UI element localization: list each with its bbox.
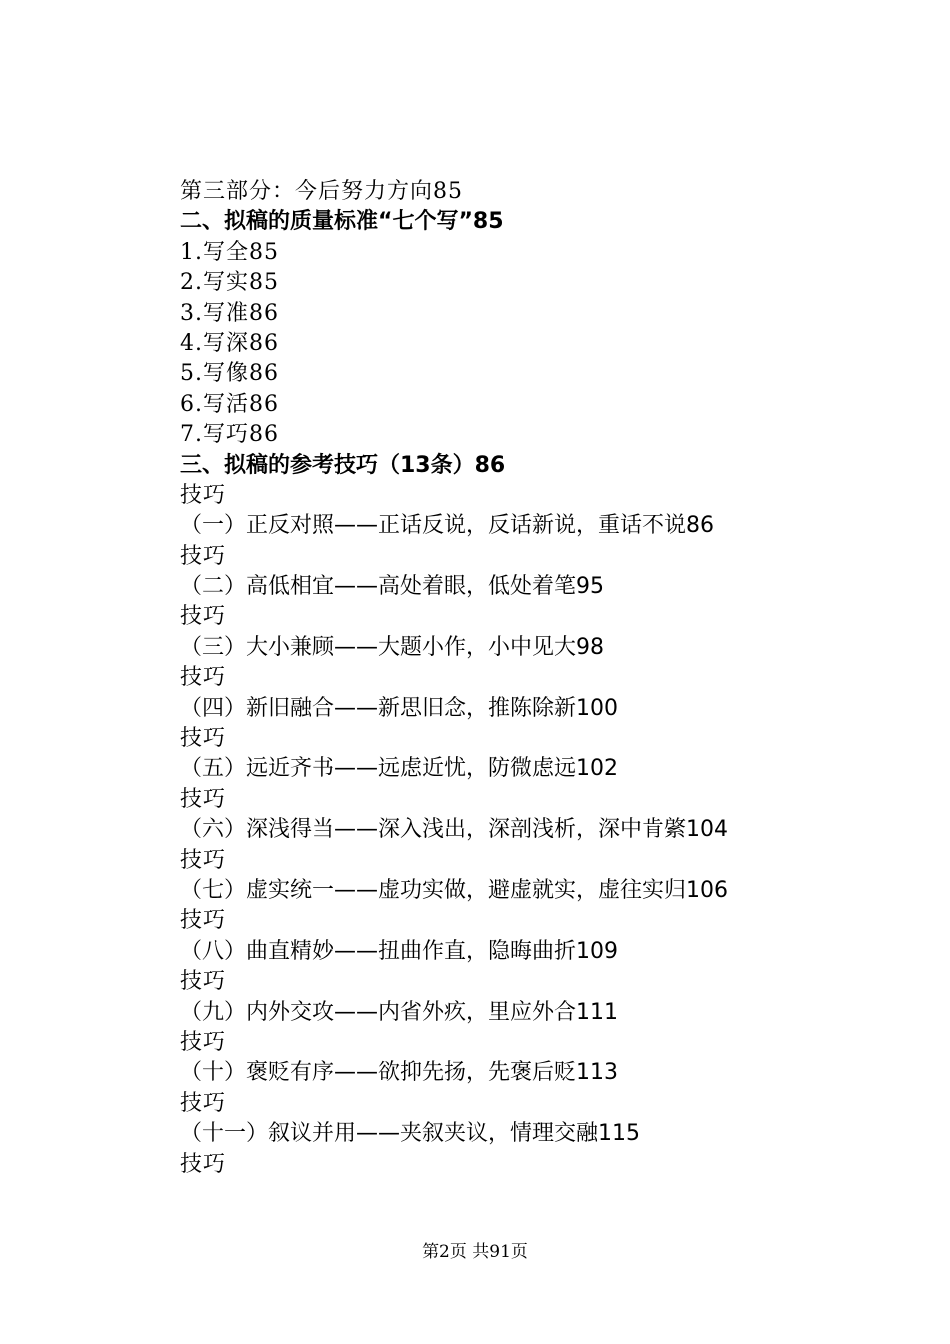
toc-line: （一）正反对照——正话反说，反话新说，重话不说86 bbox=[180, 513, 714, 539]
toc-line: （九）内外交攻——内省外疚，里应外合111 bbox=[180, 999, 618, 1025]
table-of-contents bbox=[180, 177, 880, 1180]
toc-line: （十）褒贬有序——欲抑先扬，先褒后贬113 bbox=[180, 1060, 618, 1086]
toc-line: 三、拟稿的参考技巧（13条）86 bbox=[180, 452, 506, 478]
toc-line: 技巧 bbox=[180, 1090, 227, 1116]
toc-line: （十一）叙议并用——夹叙夹议，情理交融115 bbox=[180, 1121, 640, 1147]
toc-line: 技巧 bbox=[180, 786, 227, 812]
toc-line: 技巧 bbox=[180, 969, 227, 995]
toc-line: 5.写像86 bbox=[180, 361, 279, 387]
toc-line: 技巧 bbox=[180, 1029, 227, 1055]
toc-line: 技巧 bbox=[180, 908, 227, 934]
toc-line: 技巧 bbox=[180, 604, 227, 630]
toc-line: 技巧 bbox=[180, 726, 227, 752]
toc-line: 第三部分：今后努力方向85 bbox=[180, 179, 463, 204]
toc-line: 技巧 bbox=[180, 1151, 227, 1177]
toc-line: （八）曲直精妙——扭曲作直，隐晦曲折109 bbox=[180, 938, 618, 964]
toc-line: （三）大小兼顾——大题小作，小中见大98 bbox=[180, 634, 604, 660]
toc-line: 1.写全85 bbox=[180, 239, 279, 265]
toc-line: 技巧 bbox=[180, 665, 227, 691]
toc-line: 3.写准86 bbox=[180, 300, 279, 326]
toc-line: （二）高低相宜——高处着眼，低处着笔95 bbox=[180, 574, 604, 600]
toc-line: （五）远近齐书——远虑近忧，防微虑远102 bbox=[180, 756, 618, 782]
toc-line: （四）新旧融合——新思旧念，推陈除新100 bbox=[180, 695, 618, 721]
toc-line: 技巧 bbox=[180, 847, 227, 873]
toc-line: （六）深浅得当——深入浅出，深剖浅析，深中肯綮104 bbox=[180, 817, 728, 843]
toc-line: 6.写活86 bbox=[180, 391, 279, 417]
toc-line: 7.写巧86 bbox=[180, 422, 279, 448]
toc-line: 4.写深86 bbox=[180, 330, 279, 356]
toc-line: 技巧 bbox=[180, 543, 227, 569]
toc-line: 技巧 bbox=[180, 482, 227, 508]
toc-line: 二、拟稿的质量标准“七个写”85 bbox=[180, 209, 504, 235]
toc-line: （七）虚实统一——虚功实做，避虚就实，虚往实归106 bbox=[180, 877, 728, 903]
toc-line: 2.写实85 bbox=[180, 270, 279, 296]
page-footer: 第2页 共91页 bbox=[422, 1242, 528, 1262]
